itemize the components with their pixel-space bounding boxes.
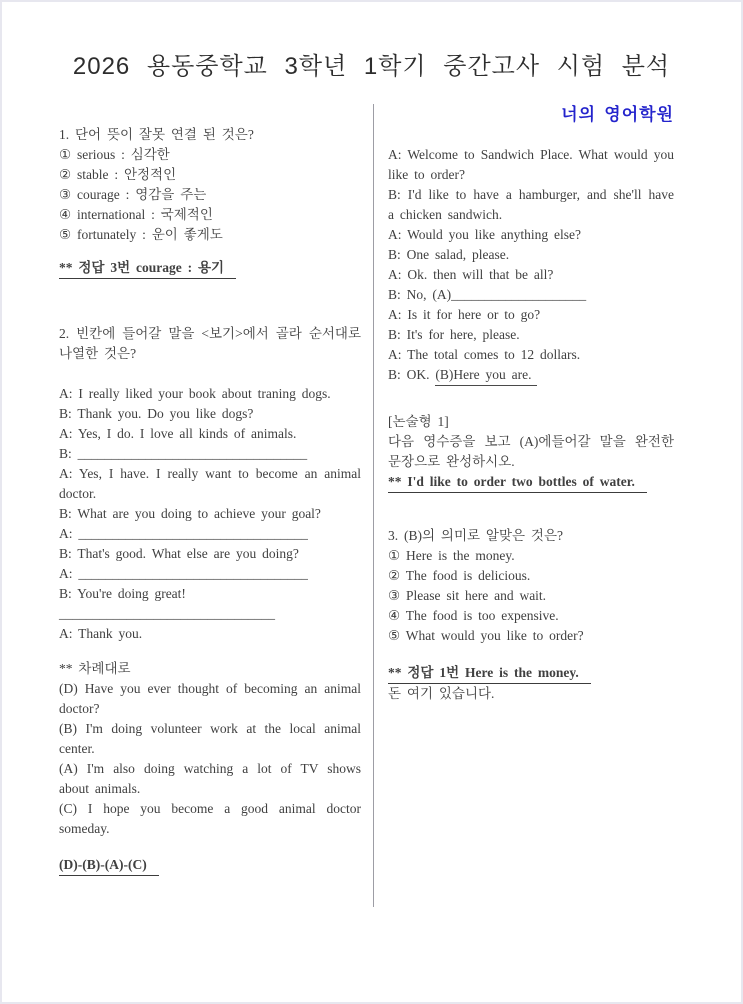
dialog-blank-line: A: __________________________________ [59,566,308,581]
question-3-answer: ** 정답 1번 Here is the money. [388,663,674,684]
right-column [388,103,674,704]
dialog-line: B: You're doing great! [59,586,186,601]
dialog-line: B: That's good. What else are you doing? [59,546,299,561]
dialog-line: B: Thank you. Do you like dogs? [59,406,254,421]
listening-dialog [388,145,674,386]
choice-item: ② The food is delicious. [388,568,531,583]
question-2 [59,324,361,876]
dialog-line: A: Would you like anything else? [388,227,582,242]
dialog-line: A: Welcome to Sandwich Place. What would you like to order? [388,147,674,182]
choice-item: ① serious : 심각한 [59,147,170,162]
dialog-line: B: I'd like to have a hamburger, and she'll have a chicken sandwich. [388,187,674,222]
order-item: (A) I'm also doing watching a lot of TV shows about animals. [59,761,361,796]
choice-item: ④ international : 국제적인 [59,207,213,222]
dialog-line-underlined-part: B: OK. (B)Here you are. [388,365,674,386]
order-item: (B) I'm doing volunteer work at the local animal center. [59,721,361,756]
dialog-line: B: One salad, please. [388,247,510,262]
order-item: (D) Have you ever thought of becoming an animal doctor? [59,681,361,716]
dialog-line: A: Thank you. [59,626,143,641]
question-1 [59,125,361,279]
order-note: ** 차례대로 [59,661,131,676]
choice-item: ② stable : 안정적인 [59,167,177,182]
dialog-blank-line: ________________________________ [59,606,275,621]
question-2-dialog [59,384,361,644]
choice-item: ⑤ What would you like to order? [388,628,584,643]
essay-prompt: 다음 영수증을 보고 (A)에들어갈 말을 완전한 문장으로 완성하시오. [388,434,674,469]
dialog-line: A: Ok. then will that be all? [388,267,554,282]
question-1-prompt: 1. 단어 뜻이 잘못 연결 된 것은? [59,127,254,142]
choice-item: ③ courage : 영감을 주는 [59,187,207,202]
choice-item: ⑤ fortunately : 운이 좋게도 [59,227,223,242]
essay-answer: ** I'd like to order two bottles of water. [388,472,674,493]
dialog-blank-line: A: __________________________________ [59,526,308,541]
question-2-answer: (D)-(B)-(A)-(C) [59,855,361,876]
dialog-blank-line: B: No, (A)____________________ [388,287,587,302]
academy-brand-label: 너의 영어학원 [561,105,674,124]
page-title: 2026 용동중학교 3학년 1학기 중간고사 시험 분석 [72,53,671,80]
dialog-line: B: What are you doing to achieve your goal? [59,506,321,521]
question-3-prompt: 3. (B)의 의미로 알맞은 것은? [388,528,563,543]
question-2-prompt: 2. 빈칸에 들어갈 말을 <보기>에서 골라 순서대로 나열한 것은? [59,326,361,361]
essay-label: [논술형 1] [388,414,449,429]
dialog-line: A: Is it for here or to go? [388,307,541,322]
choice-item: ③ Please sit here and wait. [388,588,547,603]
choice-item: ① Here is the money. [388,548,515,563]
column-divider [373,104,374,907]
question-3 [388,526,674,704]
order-item: (C) I hope you become a good animal doctor someday. [59,801,361,836]
essay-question-1 [388,412,674,493]
dialog-line: A: The total comes to 12 dollars. [388,347,581,362]
dialog-line: A: Yes, I have. I really want to become an animal doctor. [59,466,361,501]
choice-item: ④ The food is too expensive. [388,608,559,623]
dialog-line: A: I really liked your book about traning dogs. [59,386,331,401]
dialog-line: A: Yes, I do. I love all kinds of animals. [59,426,297,441]
question-1-answer: ** 정답 3번 courage : 용기 [59,258,361,279]
left-column [59,125,361,876]
dialog-line: B: It's for here, please. [388,327,520,342]
answer-translation: 돈 여기 있습니다. [388,686,495,701]
dialog-blank-line: B: __________________________________ [59,446,308,461]
